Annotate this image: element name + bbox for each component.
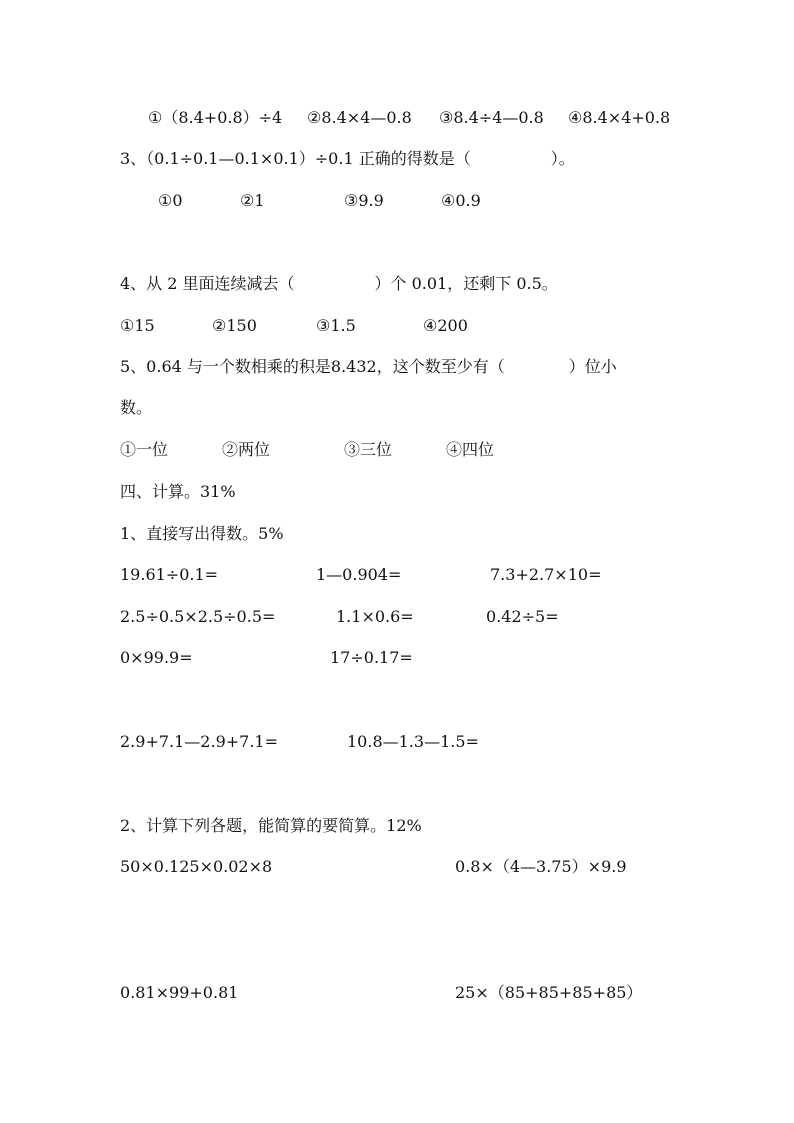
part-1-title: 1、直接写出得数。5%	[120, 524, 284, 543]
section-4-heading: 四、计算。31%	[120, 482, 236, 501]
q5-option-4: ④四位	[446, 440, 495, 459]
q4-option-4: ④200	[423, 316, 468, 335]
calc-expression: 25×（85+85+85+85）	[455, 983, 643, 1002]
q4-option-1: ①15	[120, 316, 155, 335]
calc-expression: 50×0.125×0.02×8	[120, 857, 273, 876]
q5-option-1: ①一位	[120, 440, 169, 459]
q3-option-4: ④0.9	[441, 191, 481, 210]
q2-option-2: ②8.4×4—0.8	[307, 108, 412, 127]
q4-text: 4、从 2 里面连续减去（ ）个 0.01，还剩下 0.5。	[120, 274, 558, 293]
calc-expression: 17÷0.17=	[330, 648, 413, 667]
calc-expression: 1.1×0.6=	[336, 607, 414, 626]
calc-expression: 10.8—1.3—1.5=	[347, 732, 479, 751]
q4-option-2: ②150	[212, 316, 257, 335]
q3-option-3: ③9.9	[344, 191, 384, 210]
calc-expression: 19.61÷0.1=	[120, 565, 219, 584]
calc-expression: 0.8×（4—3.75）×9.9	[455, 857, 627, 876]
calc-expression: 1—0.904=	[316, 565, 402, 584]
part-2-title: 2、计算下列各题，能简算的要简算。12%	[120, 816, 422, 835]
q5-option-2: ②两位	[222, 440, 271, 459]
q5-text: 5、0.64 与一个数相乘的积是8.432，这个数至少有（ ）位小	[120, 357, 617, 376]
calc-expression: 2.9+7.1—2.9+7.1=	[120, 732, 278, 751]
q4-option-3: ③1.5	[316, 316, 356, 335]
calc-expression: 7.3+2.7×10=	[490, 565, 602, 584]
q5-option-3: ③三位	[344, 440, 393, 459]
q3-option-1: ①0	[158, 191, 183, 210]
calc-expression: 0.42÷5=	[486, 607, 559, 626]
q2-option-3: ③8.4÷4—0.8	[439, 108, 544, 127]
calc-expression: 2.5÷0.5×2.5÷0.5=	[120, 607, 276, 626]
q2-option-4: ④8.4×4+0.8	[568, 108, 671, 127]
q2-option-1: ①（8.4+0.8）÷4	[148, 108, 283, 127]
q5-text-continued: 数。	[120, 398, 153, 417]
calc-expression: 0.81×99+0.81	[120, 983, 239, 1002]
q3-option-2: ②1	[240, 191, 265, 210]
calc-expression: 0×99.9=	[120, 648, 193, 667]
q3-text: 3、（0.1÷0.1—0.1×0.1）÷0.1 正确的得数是（ ）。	[120, 149, 575, 168]
